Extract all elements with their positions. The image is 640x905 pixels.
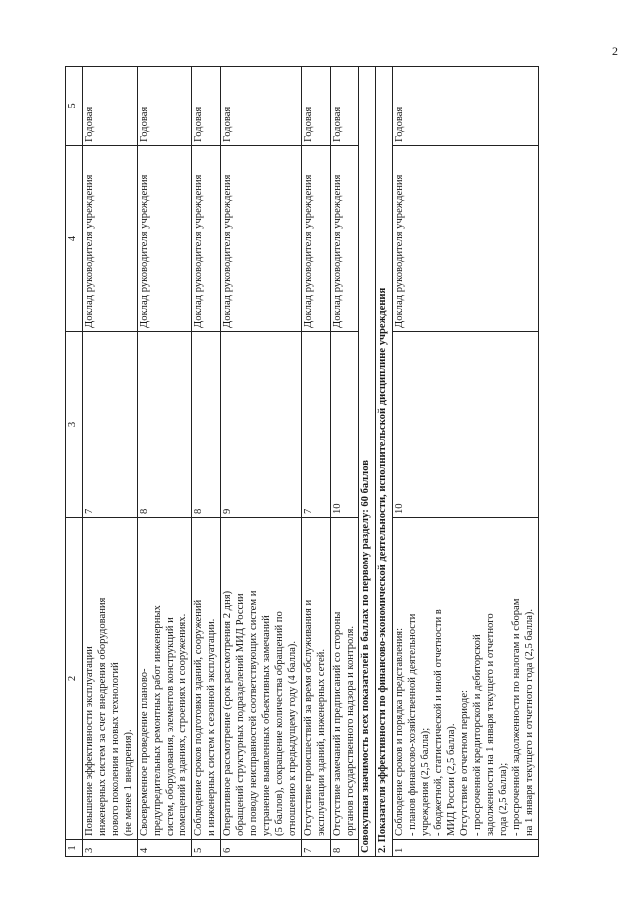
summary-row — [359, 67, 376, 857]
table-row — [301, 67, 330, 857]
row-number: 4 — [137, 840, 192, 857]
description-line: органов государственного надзора и контроля. — [344, 626, 356, 836]
description-line: Соблюдение сроков и порядка представления: — [394, 627, 406, 836]
reporting-period: Годовая — [192, 67, 221, 146]
table-row — [330, 67, 359, 857]
max-score: 8 — [137, 332, 192, 518]
section-title: 2. Показатели эффективности по финансово-экономической деятельности, исполнительской дисциплине учреждения — [376, 67, 393, 857]
description-line: - просроченной кредиторской и дебиторской — [471, 634, 483, 836]
description-line: Оперативное рассмотрение (срок рассмотрения 2 дня) — [222, 590, 234, 836]
row-number: 7 — [301, 840, 330, 857]
reporting-period: Годовая — [393, 67, 538, 146]
column-header: 2 — [66, 518, 83, 840]
indicator-description — [221, 518, 302, 840]
column-header: 4 — [66, 146, 83, 332]
description-line: Соблюдение сроков подготовки зданий, сооружений — [193, 599, 205, 836]
reporting-period: Годовая — [221, 67, 302, 146]
row-number: 5 — [192, 840, 221, 857]
indicator-description — [192, 518, 221, 840]
indicator-description — [393, 518, 538, 840]
table-row — [137, 67, 192, 857]
description-line: (5 баллов), сокращение количества обращений по — [273, 611, 285, 836]
description-line: систем, оборудования, элементов конструкций и — [164, 617, 176, 836]
reporting-period: Годовая — [83, 67, 138, 146]
description-line: учреждения (2,5 балла); — [420, 727, 432, 836]
table-row — [192, 67, 221, 857]
reporting-period: Годовая — [330, 67, 359, 146]
description-line: по поводу неисправностей соответствующих систем и — [248, 590, 260, 836]
description-line: Отсутствие происшествий за время обслуживания и — [302, 599, 314, 836]
column-header: 3 — [66, 332, 83, 518]
table-row — [83, 67, 138, 857]
max-score: 10 — [393, 332, 538, 518]
reporting-period: Годовая — [137, 67, 192, 146]
description-line: отношению к предыдущему году (4 балла). — [286, 640, 298, 836]
description-line: года (2,5 балла); — [497, 762, 509, 836]
description-line: задолженности на 1 января текущего и отчетного — [484, 613, 496, 836]
indicator-description — [83, 518, 138, 840]
max-score: 10 — [330, 332, 359, 518]
description-line: нового поколения и новых технологий — [109, 662, 121, 836]
indicators-table — [65, 66, 539, 857]
description-line: предупредительных ремонтных работ инженерных — [151, 605, 163, 836]
indicator-description — [137, 518, 192, 840]
row-number: 6 — [221, 840, 302, 857]
max-score: 8 — [192, 332, 221, 518]
description-line: Своевременное проведение планово- — [138, 668, 150, 836]
description-line: инженерных систем за счет внедрения оборудования — [96, 597, 108, 836]
indicator-description — [301, 518, 330, 840]
description-line: помещений в зданиях, строениях и сооружениях. — [177, 613, 189, 836]
evaluation-source: Доклад руководителя учреждения — [393, 146, 538, 332]
evaluation-source: Доклад руководителя учреждения — [330, 146, 359, 332]
max-score: 7 — [83, 332, 138, 518]
max-score: 7 — [301, 332, 330, 518]
description-line: и инженерных систем к сезонной эксплуатации. — [206, 618, 218, 836]
page-number: 2 — [612, 44, 618, 58]
evaluation-source: Доклад руководителя учреждения — [192, 146, 221, 332]
description-line: Отсутствие замечаний и предписаний со стороны — [331, 611, 343, 836]
description-line: устранение выявленных объективных замечаний — [260, 615, 272, 836]
description-line: - планов финансово-хозяйственной деятельности — [407, 613, 419, 836]
table-row — [221, 67, 302, 857]
row-number: 3 — [83, 840, 138, 857]
section-heading-row — [376, 67, 393, 857]
row-number: 1 — [393, 840, 538, 857]
description-line: (не менее 1 внедрения). — [122, 729, 134, 836]
evaluation-source: Доклад руководителя учреждения — [301, 146, 330, 332]
rotated-page-content — [65, 67, 535, 857]
description-line: - бюджетной, статистической и иной отчетности в — [433, 609, 445, 836]
header-row — [66, 67, 83, 857]
row-number: 8 — [330, 840, 359, 857]
description-line: эксплуатации зданий, инженерных сетей. — [315, 649, 327, 836]
summary-text: Совокупная значимость всех показателей в баллах по первому разделу: 60 баллов — [359, 67, 376, 857]
description-line: Отсутствие в отчетном периоде: — [459, 690, 471, 836]
description-line: Повышение эффективности эксплуатации — [84, 646, 95, 836]
evaluation-source: Доклад руководителя учреждения — [221, 146, 302, 332]
description-line: - просроченной задолженности по налогам и сборам — [510, 598, 522, 836]
description-line: обращений структурных подразделений МИД России — [235, 593, 247, 836]
table-row — [393, 67, 538, 857]
description-line: МИД России (2,5 балла). — [446, 723, 458, 836]
description-line: на 1 января текущего и отчетного года (2,5 балла). — [523, 608, 535, 836]
evaluation-source: Доклад руководителя учреждения — [83, 146, 138, 332]
max-score: 9 — [221, 332, 302, 518]
reporting-period: Годовая — [301, 67, 330, 146]
column-header: 5 — [66, 67, 83, 146]
indicator-description — [330, 518, 359, 840]
column-header: 1 — [66, 840, 83, 857]
evaluation-source: Доклад руководителя учреждения — [137, 146, 192, 332]
